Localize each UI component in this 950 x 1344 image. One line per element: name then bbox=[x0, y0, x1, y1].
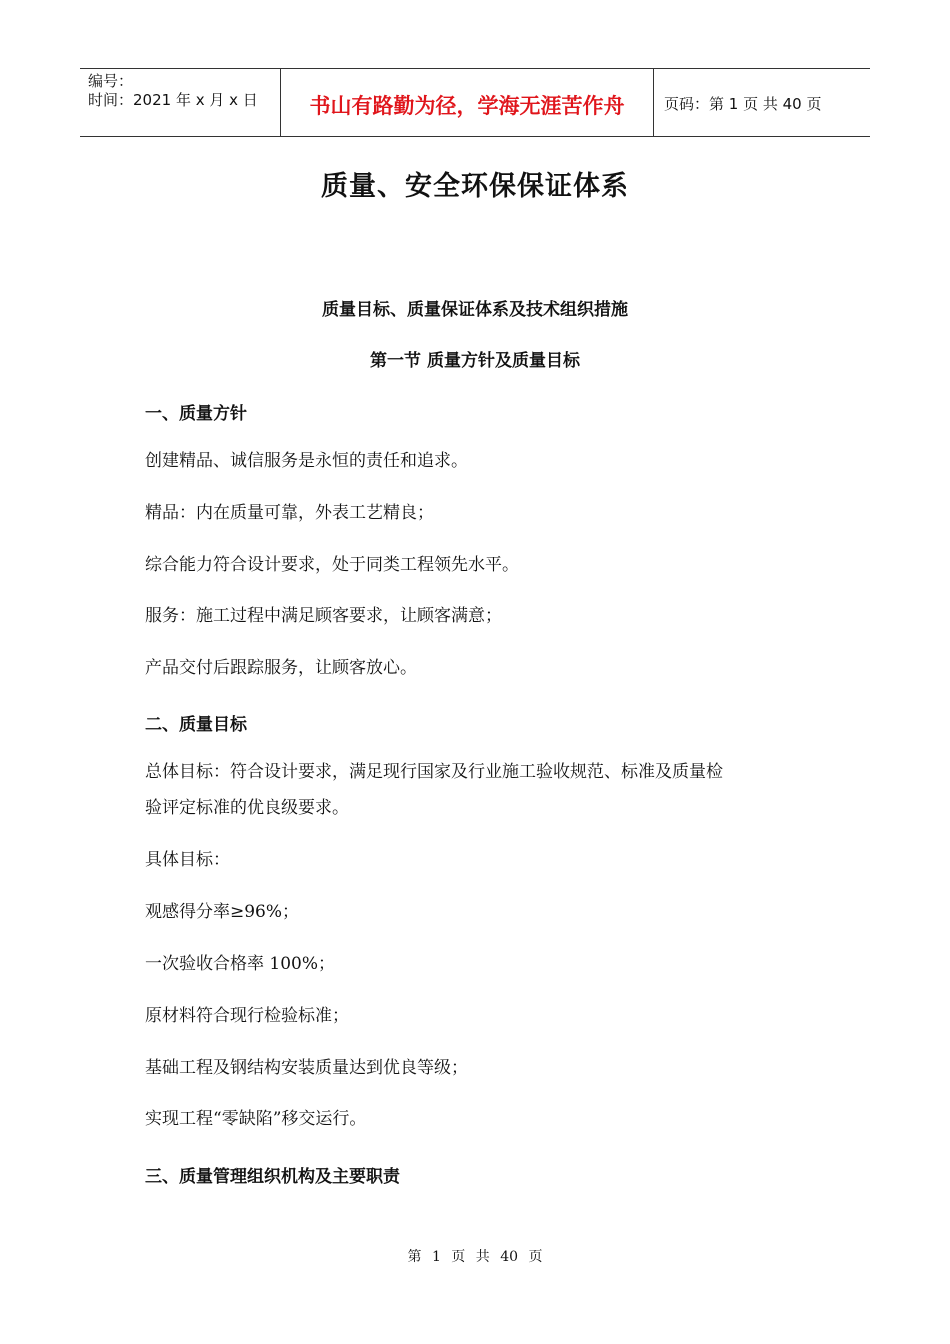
paragraph: 服务：施工过程中满足顾客要求，让顾客满意； bbox=[145, 606, 502, 626]
header-date-label: 时间：2021 年 x 月 x 日 bbox=[88, 91, 258, 109]
page-footer: 第 1 页 共 40 页 bbox=[407, 1249, 543, 1265]
section-heading: 第一节 质量方针及质量目标 bbox=[370, 351, 580, 371]
part3-heading: 三、质量管理组织机构及主要职责 bbox=[145, 1167, 400, 1187]
header-motto: 书山有路勤为径，学海无涯苦作舟 bbox=[281, 69, 654, 136]
paragraph: 基础工程及钢结构安装质量达到优良等级； bbox=[145, 1058, 468, 1078]
document-header bbox=[80, 68, 870, 137]
header-number-label: 编号： bbox=[88, 72, 134, 90]
header-left-cell bbox=[80, 69, 281, 136]
paragraph: 实现工程“零缺陷”移交运行。 bbox=[145, 1109, 367, 1129]
paragraph: 创建精品、诚信服务是永恒的责任和追求。 bbox=[145, 451, 468, 471]
paragraph: 原材料符合现行检验标准； bbox=[145, 1006, 349, 1026]
paragraph: 综合能力符合设计要求，处于同类工程领先水平。 bbox=[145, 555, 519, 575]
paragraph: 产品交付后跟踪服务，让顾客放心。 bbox=[145, 658, 417, 678]
header-page-info: 页码：第 1 页 共 40 页 bbox=[664, 95, 822, 113]
paragraph: 观感得分率≥96%； bbox=[145, 902, 300, 922]
document-title: 质量、安全环保保证体系 bbox=[321, 171, 629, 202]
paragraph: 具体目标： bbox=[145, 850, 230, 870]
paragraph: 一次验收合格率 100%； bbox=[145, 954, 336, 974]
paragraph: 精品：内在质量可靠，外表工艺精良； bbox=[145, 503, 434, 523]
paragraph: 验评定标准的优良级要求。 bbox=[145, 798, 349, 818]
part2-heading: 二、质量目标 bbox=[145, 715, 247, 735]
part1-heading: 一、质量方针 bbox=[145, 404, 247, 424]
document-subtitle: 质量目标、质量保证体系及技术组织措施 bbox=[322, 300, 628, 320]
paragraph: 总体目标：符合设计要求，满足现行国家及行业施工验收规范、标准及质量检 bbox=[145, 762, 723, 782]
